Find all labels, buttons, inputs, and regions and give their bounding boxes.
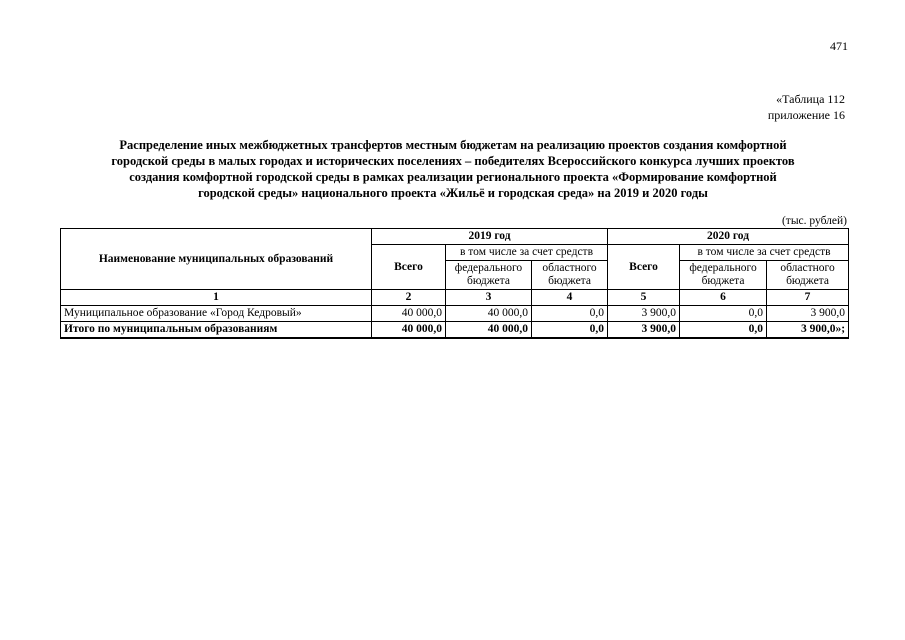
title-line1: Распределение иных межбюджетных трансфертов местным бюджетам на реализацию проектов создания комфортной (119, 138, 787, 152)
column-number: 5 (608, 290, 680, 306)
transfers-table (60, 228, 849, 339)
column-number: 3 (446, 290, 532, 306)
regional-2019-sum: 0,0 (532, 322, 608, 339)
header-year-2019: 2019 год (372, 229, 608, 245)
federal-2020-cell: 0,0 (680, 306, 767, 322)
total-2019-sum: 40 000,0 (372, 322, 446, 339)
total-2020-cell: 3 900,0 (608, 306, 680, 322)
document-title (58, 137, 848, 201)
title-line2: городской среды в малых городах и исторических поселениях – победителях Всероссийского конкурса лучших проектов (111, 154, 795, 168)
column-number-row (61, 290, 849, 306)
total-2019-cell: 40 000,0 (372, 306, 446, 322)
header-name-column: Наименование муниципальных образований (61, 229, 372, 290)
title-line3: создания комфортной городской среды в рамках реализации регионального проекта «Формирование комфортной (129, 170, 777, 184)
total-2020-sum: 3 900,0 (608, 322, 680, 339)
column-number: 1 (61, 290, 372, 306)
page-number: 471 (830, 39, 848, 53)
federal-2019-cell: 40 000,0 (446, 306, 532, 322)
column-number: 6 (680, 290, 767, 306)
municipality-name: Муниципальное образование «Город Кедровый» (61, 306, 372, 322)
regional-2020-sum: 3 900,0»; (767, 322, 849, 339)
header-federal-2020: федерального бюджета (680, 261, 767, 290)
header-regional-2019: областного бюджета (532, 261, 608, 290)
header-including-2020: в том числе за счет средств (680, 245, 849, 261)
header-regional-2020: областного бюджета (767, 261, 849, 290)
total-row (61, 322, 849, 339)
header-total-2020: Всего (608, 245, 680, 290)
units-label: (тыс. рублей) (781, 215, 847, 227)
table-reference (768, 91, 845, 123)
header-total-2019: Всего (372, 245, 446, 290)
total-row-label: Итого по муниципальным образованиям (61, 322, 372, 339)
table-reference-line1: «Таблица 112 (776, 92, 845, 106)
federal-2019-sum: 40 000,0 (446, 322, 532, 339)
header-including-2019: в том числе за счет средств (446, 245, 608, 261)
column-number: 7 (767, 290, 849, 306)
table-row (61, 306, 849, 322)
title-line4: городской среды» национального проекта «Жильё и городская среда» на 2019 и 2020 годы (198, 186, 708, 200)
regional-2020-cell: 3 900,0 (767, 306, 849, 322)
table-reference-line2: приложение 16 (767, 108, 845, 122)
regional-2019-cell: 0,0 (532, 306, 608, 322)
header-row-years (61, 229, 849, 245)
federal-2020-sum: 0,0 (680, 322, 767, 339)
column-number: 4 (532, 290, 608, 306)
column-number: 2 (372, 290, 446, 306)
header-federal-2019: федерального бюджета (446, 261, 532, 290)
header-year-2020: 2020 год (608, 229, 849, 245)
